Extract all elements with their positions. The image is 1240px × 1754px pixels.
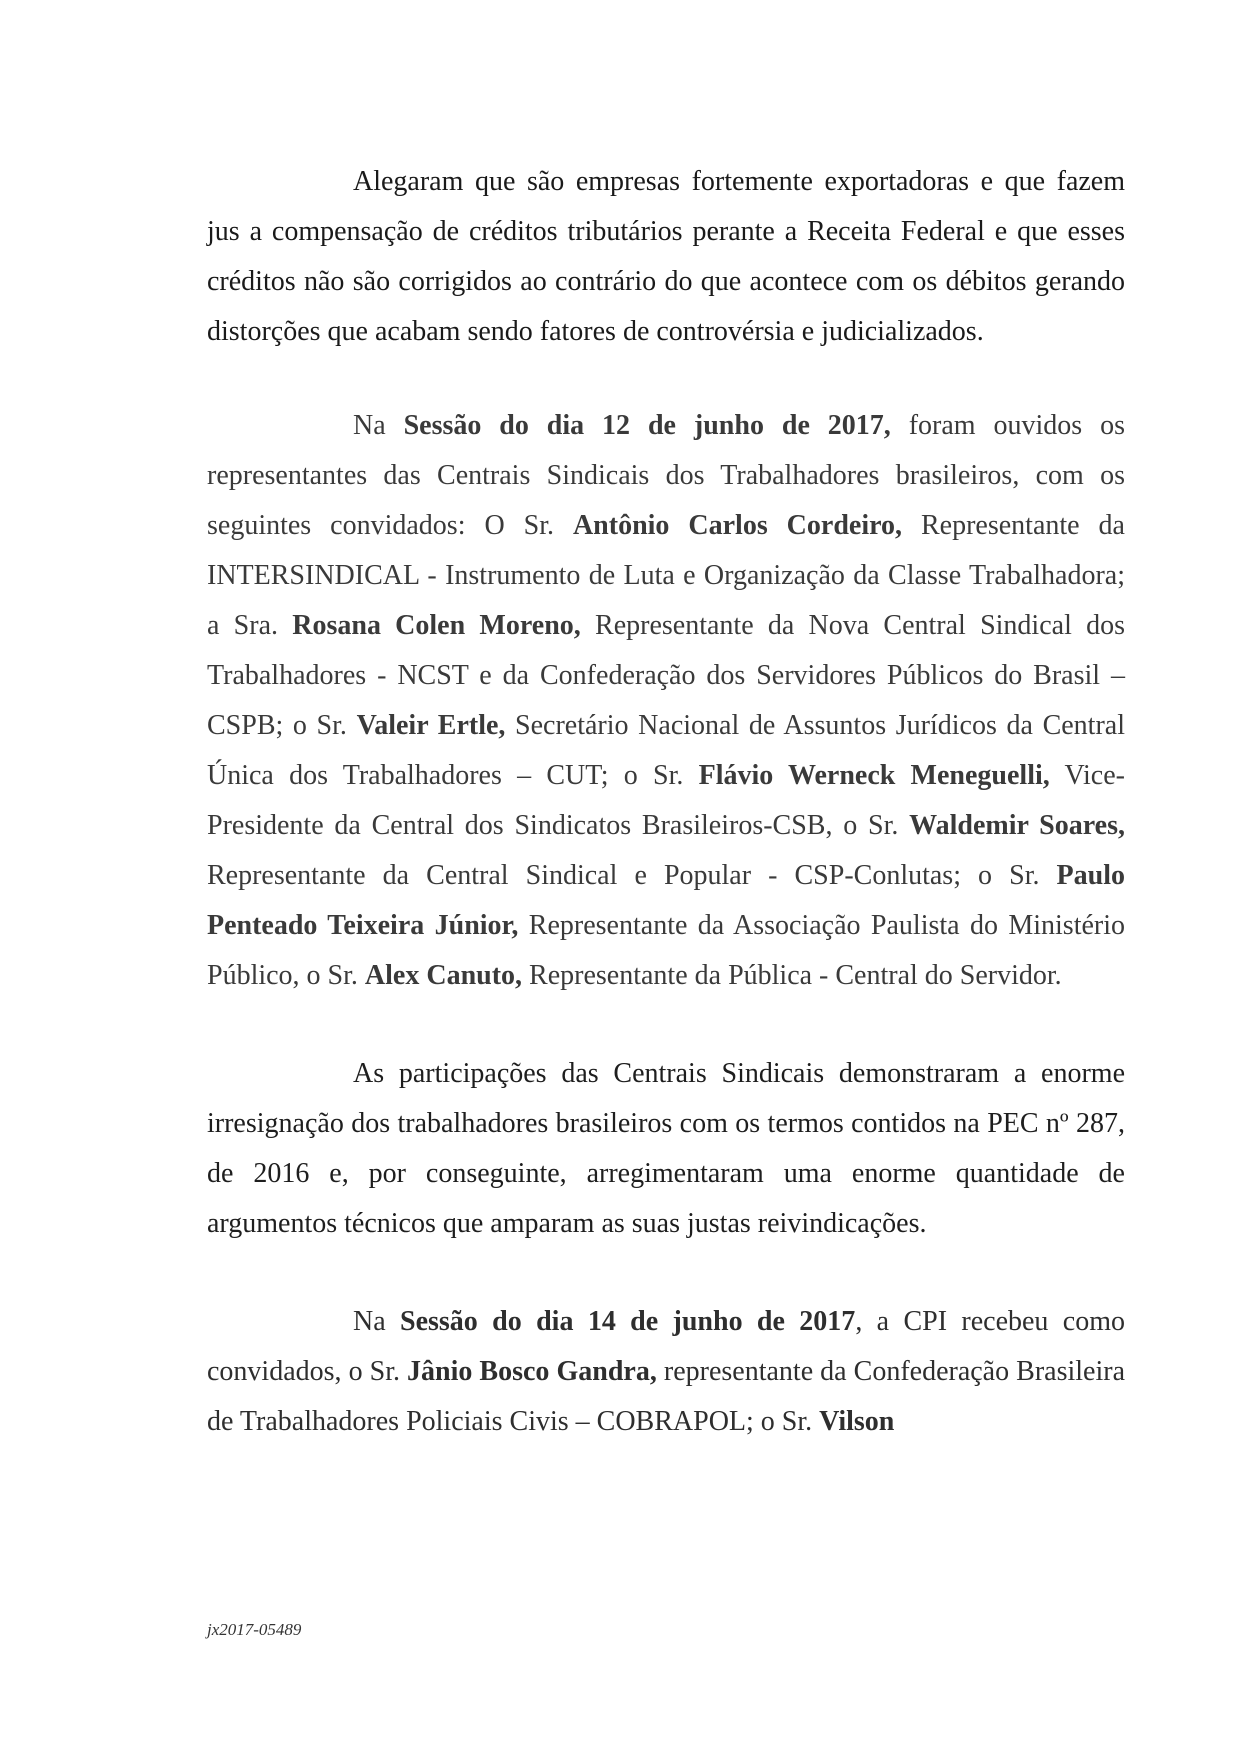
participant-name: Jânio Bosco Gandra, bbox=[407, 1356, 657, 1387]
text-run: foram ouvidos os representantes das Centrais Sindicais dos Trabalhadores brasileiros, com os seguintes convidados: O Sr. bbox=[207, 410, 1125, 541]
text-run: representante da Confederação Brasileira de Trabalhadores Policiais Civis – COBRAPOL; o Sr. bbox=[207, 1356, 1125, 1437]
participant-name: Valeir Ertle, bbox=[356, 710, 506, 741]
text-run: Representante da Pública - Central do Servidor. bbox=[522, 960, 1062, 991]
text-run: Representante da Associação Paulista do Ministério Público, o Sr. bbox=[207, 910, 1125, 991]
participant-name: Rosana Colen Moreno, bbox=[292, 610, 581, 641]
paragraph-union-participation: As participações das Centrais Sindicais demonstraram a enorme irresignação dos trabalhadores brasileiros com os termos contidos na PEC nº 287, de 2016 e, por conseguinte, arregimentaram uma enorme quantidade de argumentos técnicos que amparam as suas justas reivindicações. bbox=[207, 1058, 1125, 1239]
text-run: Vice-Presidente da Central dos Sindicatos Brasileiros-CSB, o Sr. bbox=[207, 760, 1125, 841]
participant-name: Antônio Carlos Cordeiro, bbox=[572, 510, 903, 541]
text-run: , a CPI recebeu como convidados, o Sr. bbox=[207, 1306, 1125, 1387]
participant-name: Alex Canuto, bbox=[364, 960, 523, 991]
paragraph-session-june-14 bbox=[207, 1297, 1125, 1447]
participant-name: Vilson bbox=[819, 1406, 895, 1437]
document-body bbox=[207, 157, 1125, 1447]
participant-name: Flávio Werneck Meneguelli, bbox=[698, 760, 1050, 791]
text-run: Representante da Central Sindical e Popular - CSP-Conlutas; o Sr. bbox=[207, 860, 1057, 891]
document-code-footer: jx2017-05489 bbox=[207, 1620, 302, 1639]
text-run: Representante da INTERSINDICAL - Instrumento de Luta e Organização da Classe Trabalhadora; a Sra. bbox=[207, 510, 1125, 641]
session-date-june-12: Sessão do dia 12 de junho de 2017, bbox=[403, 410, 891, 441]
text-run: Representante da Nova Central Sindical dos Trabalhadores - NCST e da Confederação dos Servidores Públicos do Brasil – CSPB; o Sr. bbox=[207, 610, 1125, 741]
text-run: Na bbox=[353, 410, 404, 441]
participant-name: Waldemir Soares, bbox=[909, 810, 1125, 841]
participant-name: Paulo Penteado Teixeira Júnior, bbox=[207, 860, 1125, 941]
text-run: Secretário Nacional de Assuntos Jurídicos da Central Única dos Trabalhadores – CUT; o Sr. bbox=[207, 710, 1125, 791]
session-date-june-14: Sessão do dia 14 de junho de 2017 bbox=[400, 1306, 856, 1337]
text-run: Na bbox=[353, 1306, 401, 1337]
paragraph-session-june-12 bbox=[207, 401, 1125, 1001]
paragraph-exporters-credits: Alegaram que são empresas fortemente exportadoras e que fazem jus a compensação de créditos tributários perante a Receita Federal e que esses créditos não são corrigidos ao contrário do que acontece com os débitos gerando distorções que acabam sendo fatores de controvérsia e judicializados. bbox=[207, 166, 1125, 347]
